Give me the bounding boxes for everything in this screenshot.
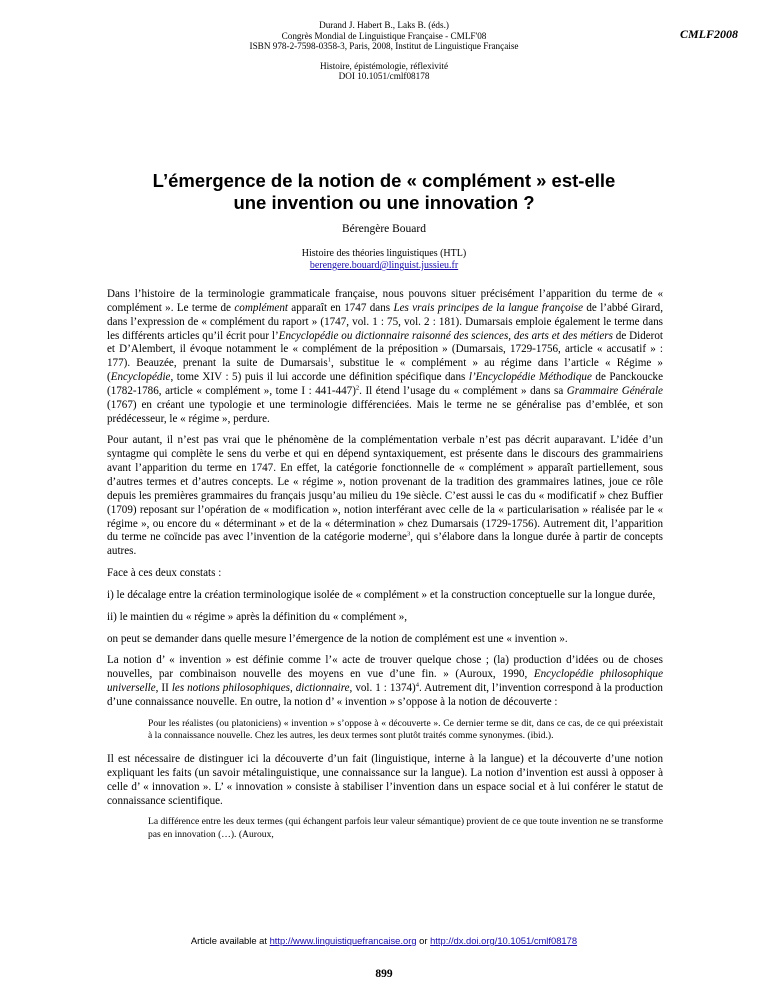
header-section: Histoire, épistémologie, réflexivité [319,60,449,71]
page-number: 899 [375,968,393,980]
header-isbn: ISBN 978-2-7598-0358-3, Paris, 2008, Institut de Linguistique Française [249,41,519,52]
author-name: Bérengère Bouard [342,223,426,235]
paragraph-2: Pour autant, il n’est pas vrai que le phénomène de la complémentation verbale n’est pas décrit auparavant. L’idée d’un syntagme qui complète le sens du verbe et qui en dépend syntaxiquement, est présente dans le discours des grammairiens avant l’apparition du terme en 1747. En effet, la catégorie fonctionnelle de « complément » apparaît partiellement, sous d’autres termes et d’autres concepts. Le « régime », notion provenant de la tradition des grammaires latines, joue ce rôle depuis les premières grammaires du français jusqu’au milieu du 19e siècle. C’est aussi le cas du « modificatif » chez Buffier (1709) reposant sur l’opération de « modification », notion interférant avec celle de la « particularisation » réalisée par le « régime », ou encore du « déterminant » et de la « détermination » chez Dumarsais (1729-1756). Autrement dit, l’apparition du terme ne coïncide pas avec l’invention de la catégorie moderne$^3$, qui s’élabore dans la longue durée à partir de concepts autres. [107,434,663,558]
header-doi: DOI 10.1051/cmlf08178 [338,71,430,82]
corner-label: CMLF2008 [679,27,738,41]
block-quote-2: La différence entre les deux termes (qui échangent parfois leur valeur sémantique) provient de ce que toute invention ne se transforme pas en innovation (…). (Auroux, [148,816,664,840]
paper-title [60,170,708,214]
paragraph-8: Il est nécessaire de distinguer ici la découverte d’un fait (linguistique, interne à la langue) et la découverte d’une notion expliquant les faits (un savoir métalinguistique, une connaissance sur la langue). La notion d’invention est aussi à opposer à celle d’ « innovation ». L’ « innovation » consiste à stabiliser l’invention dans un espace social et à lui conférer le statut de connaissance scientifique. [107,752,663,807]
author-affiliation-block [0,248,768,272]
title-line-1: L’émergence de la notion de « complément » est-elle [152,170,616,191]
running-header [0,20,768,82]
article-footer: Article available at http://www.linguistiquefrancaise.org or http://dx.doi.org/10.1051/cmlf08178 [190,935,578,946]
title-line-2: une invention ou une innovation ? [233,192,535,213]
block-quote-1: Pour les réalistes (ou platoniciens) « invention » s’oppose à « découverte ». Ce dernier terme se dit, dans ce cas, de ce qui préexistait à la connaissance nouvelle. Chez les autres, les deux termes sont plutôt traités comme synonymes. (ibid.). [148,717,663,742]
header-conference: Congrès Mondial de Linguistique Française - CMLF'08 [281,30,487,41]
body-text [107,288,663,852]
footnote-ref-2[interactable]: 2 [355,384,360,392]
affiliation: Histoire des théories linguistiques (HTL) [301,248,467,259]
doi-link[interactable]: http://dx.doi.org/10.1051/cmlf08178 [430,935,578,946]
footnote-ref-3[interactable]: 3 [406,530,411,538]
footnote-ref-1[interactable]: 1 [327,356,331,364]
paragraph-4: i) le décalage entre la création terminologique isolée de « complément » et la construction conceptuelle sur la longue durée, [107,588,656,601]
header-editors: Durand J. Habert B., Laks B. (éds.) [319,20,449,30]
author-email-link[interactable]: berengere.bouard@linguist.jussieu.fr [309,260,459,271]
journal-link[interactable]: http://www.linguistiquefrancaise.org [269,935,417,946]
paragraph-3: Face à ces deux constats : [107,567,222,580]
paragraph-6: on peut se demander dans quelle mesure l’émergence de la notion de complément est une « invention ». [107,632,568,645]
footnote-ref-4[interactable]: 4 [415,681,419,689]
paragraph-1: Dans l’histoire de la terminologie grammaticale française, nous pouvons situer précisément l’apparition du terme de « complément ». Le terme de complément apparaît en 1747 dans Les vrais principes de la langue françoise de l’abbé Girard, dans l’expression de « complément du raport » (1747, vol. 1 : 75, vol. 2 : 181). Dumarsais emploie également le terme dans les différents articles qu’il écrit pour l’Encyclopédie ou dictionnaire raisonné des sciences, des arts et des métiers de Diderot et D’Alembert, il évoque notamment le « complément de la préposition » (Dumarsais, 1729-1756, article « accusatif » : 177). Beauzée, prenant la suite de Dumarsais$^1$, substitue le « complément » au régime dans l’article « Régime » (Encyclopédie, tome XIV : 5) puis il lui accorde une définition spécifique dans l’Encyclopédie Méthodique de Panckoucke (1782-1786, article « complément », tome I : 441-447)$^2$. Il étend l’usage du « complément » dans sa Grammaire Générale (1767) en créant une typologie et une terminologie différenciées. Mais le terme ne se généralise pas d’emblée, et son prédécesseur, le « régime », perdure. [107,288,664,425]
paragraph-7: La notion d’ « invention » est définie comme l’« acte de trouver quelque chose ; (la) production d’idées ou de choses nouvelles, par combinaison nouvelle des moyens en vue d’une fin. » (Auroux, 1990, Encyclopédie philosophique universelle, II les notions philosophiques, dictionnaire, vol. 1 : 1374)$^4$. Autrement dit, l’invention correspond à la production d’une connaissance nouvelle. En outre, la notion d’ « invention » s’oppose à la notion de découverte : [107,654,663,708]
paragraph-5: ii) le maintien du « régime » après la définition du « complément », [107,610,408,623]
